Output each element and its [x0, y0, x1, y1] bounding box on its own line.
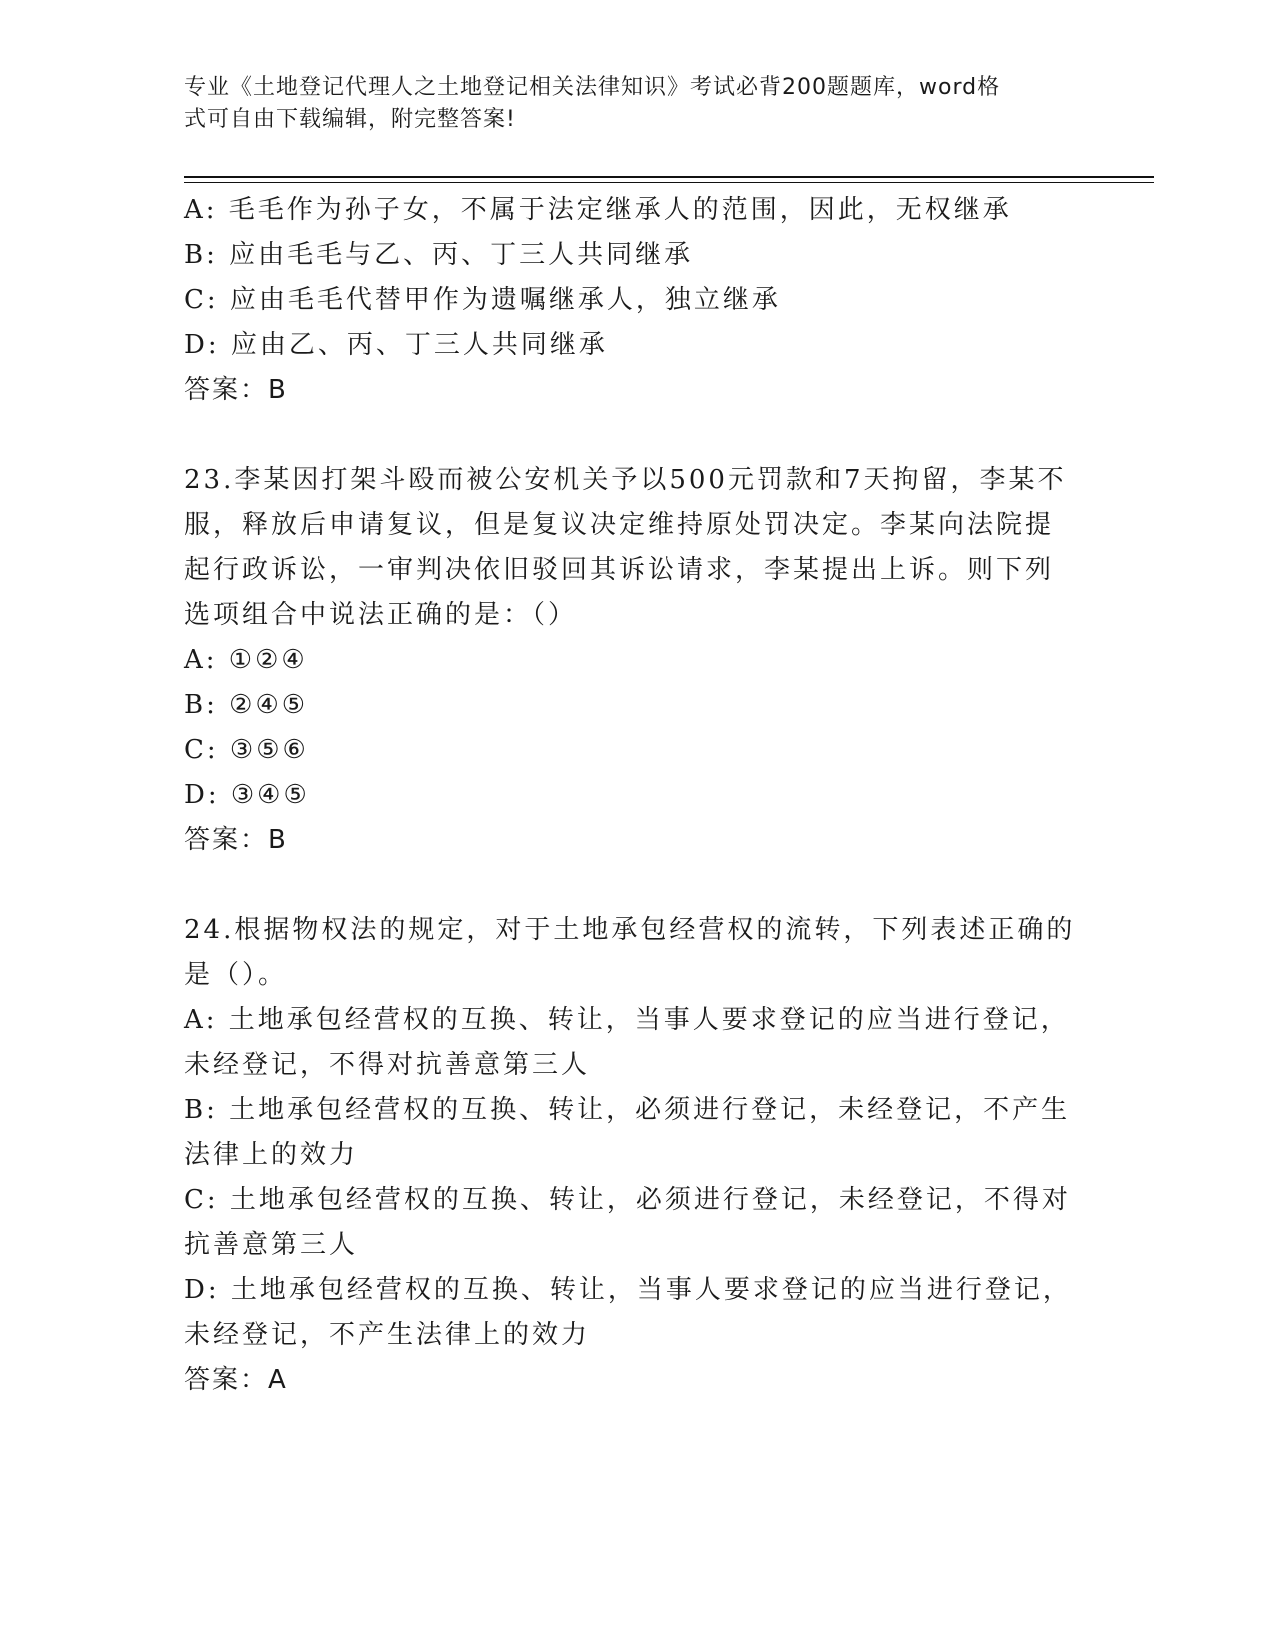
q23-option-a: A: ①②④: [184, 645, 308, 675]
q23-option-b: B: ②④⑤: [184, 690, 309, 720]
question-spacer: [184, 413, 1074, 458]
q22-option-a: A: 毛毛作为孙子女，不属于法定继承人的范围，因此，无权继承: [184, 195, 1012, 225]
q24-option-a-line-2: 未经登记，不得对抗善意第三人: [184, 1050, 591, 1080]
q24-option-b-line-2: 法律上的效力: [184, 1140, 359, 1170]
q24-answer: 答案：A: [184, 1365, 288, 1395]
q24-option-c-line-1: C: 土地承包经营权的互换、转让，必须进行登记，未经登记，不得对: [184, 1185, 1071, 1215]
q22-option-d: D: 应由乙、丙、丁三人共同继承: [184, 330, 608, 360]
document-header: [184, 72, 1054, 136]
q24-option-b-line-1: B: 土地承包经营权的互换、转让，必须进行登记，未经登记，不产生: [184, 1095, 1071, 1125]
header-divider-thin: [184, 182, 1154, 183]
q24-stem-line-1: 24.根据物权法的规定，对于土地承包经营权的流转，下列表述正确的: [184, 915, 1076, 945]
q24-stem-line-2: 是（）。: [184, 960, 288, 990]
q22-option-c: C: 应由毛毛代替甲作为遗嘱继承人，独立继承: [184, 285, 781, 315]
q23-answer: 答案：B: [184, 825, 288, 855]
q24-option-d-line-1: D: 土地承包经营权的互换、转让，当事人要求登记的应当进行登记，: [184, 1275, 1072, 1305]
q24-option-a-line-1: A: 土地承包经营权的互换、转让，当事人要求登记的应当进行登记，: [184, 1005, 1070, 1035]
q23-stem-line-3: 起行政诉讼，一审判决依旧驳回其诉讼请求，李某提出上诉。则下列: [184, 555, 1055, 585]
question-spacer: [184, 863, 1074, 908]
header-line-1: 专业《土地登记代理人之土地登记相关法律知识》考试必背200题题库，word格: [184, 75, 1001, 100]
header-divider-thick: [184, 176, 1154, 178]
question-content: [184, 188, 1074, 1403]
q23-stem-line-2: 服，释放后申请复议，但是复议决定维持原处罚决定。李某向法院提: [184, 510, 1055, 540]
q24-option-c-line-2: 抗善意第三人: [184, 1230, 359, 1260]
question-22: [184, 188, 1074, 413]
q23-stem-line-1: 23.李某因打架斗殴而被公安机关予以500元罚款和7天拘留，李某不: [184, 465, 1067, 495]
question-23: [184, 458, 1074, 863]
q23-option-d: D: ③④⑤: [184, 780, 310, 810]
q23-option-c: C: ③⑤⑥: [184, 735, 309, 765]
q24-option-d-line-2: 未经登记，不产生法律上的效力: [184, 1320, 591, 1350]
header-line-2: 式可自由下载编辑，附完整答案!: [184, 107, 516, 132]
q23-stem-line-4: 选项组合中说法正确的是：（）: [184, 600, 578, 630]
q22-answer: 答案：B: [184, 375, 288, 405]
q22-option-b: B: 应由毛毛与乙、丙、丁三人共同继承: [184, 240, 694, 270]
question-24: [184, 908, 1074, 1403]
